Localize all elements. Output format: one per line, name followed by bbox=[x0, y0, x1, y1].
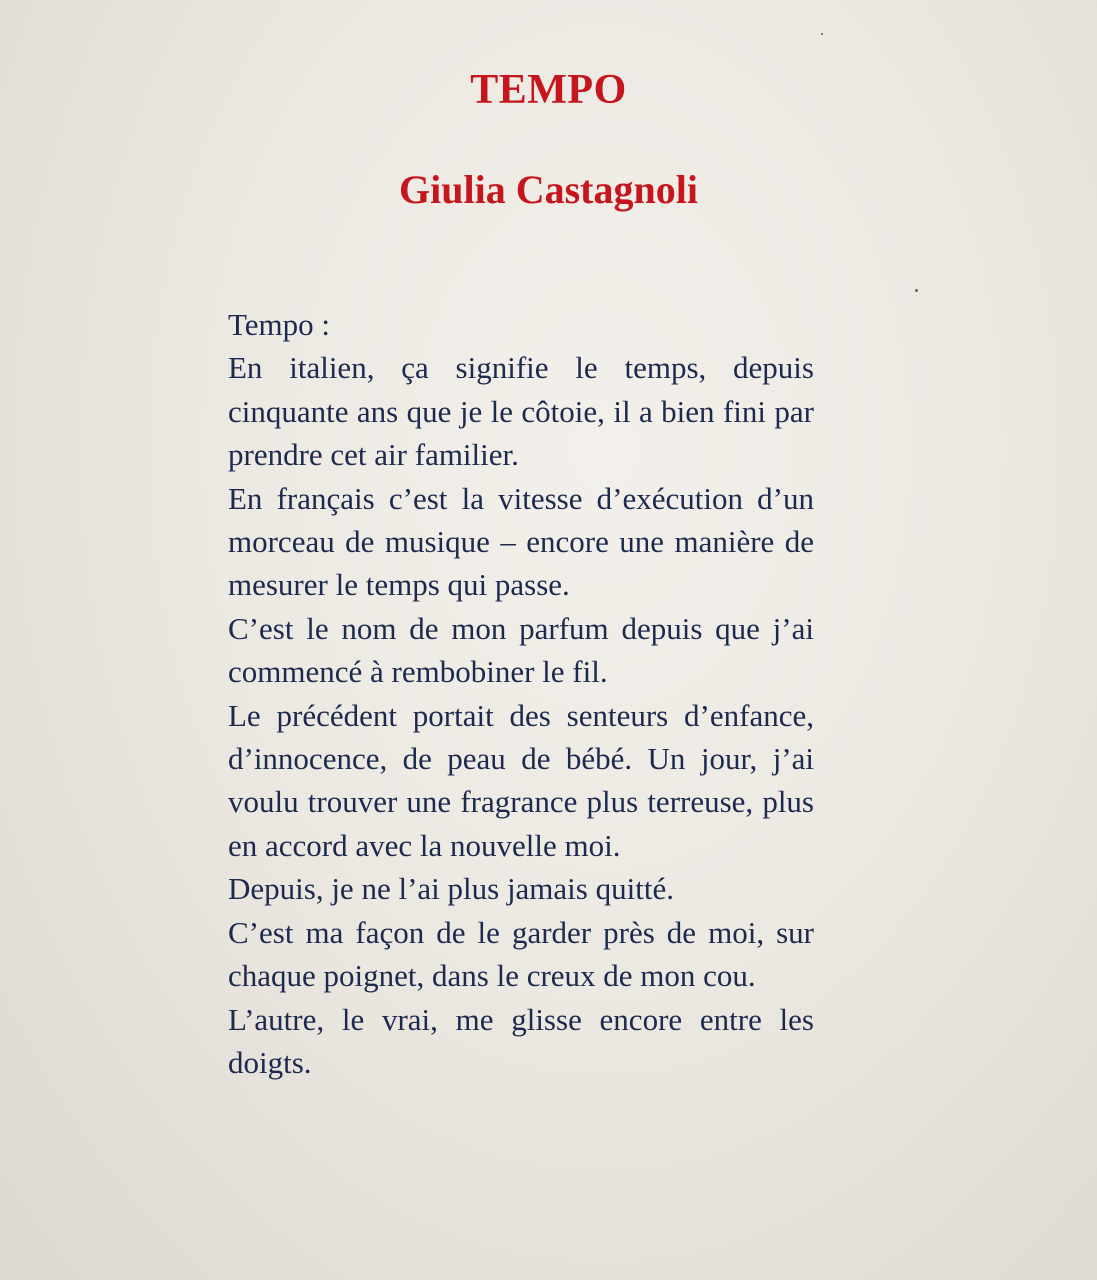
paragraph: En français c’est la vitesse d’exécution d’un morceau de musique – encore une manière de mesurer le temps qui passe. bbox=[228, 480, 814, 603]
body-text bbox=[228, 303, 814, 1084]
paper-speck bbox=[915, 289, 918, 292]
paper-speck bbox=[821, 33, 823, 35]
page-title: TEMPO bbox=[470, 67, 627, 113]
paragraph: Depuis, je ne l’ai plus jamais quitté. bbox=[228, 871, 674, 907]
paragraph: En italien, ça signifie le temps, depuis cinquante ans que je le côtoie, il a bien fini par prendre cet air familier. bbox=[228, 350, 814, 473]
author-name: Giulia Castagnoli bbox=[399, 167, 698, 212]
paragraph: C’est ma façon de le garder près de moi, sur chaque poignet, dans le creux de mon cou. bbox=[228, 914, 814, 994]
paragraph: Tempo : bbox=[228, 307, 331, 342]
paragraph: L’autre, le vrai, me glisse encore entre les doigts. bbox=[228, 1001, 814, 1080]
paragraph: C’est le nom de mon parfum depuis que j’ai commencé à rembobiner le fil. bbox=[228, 610, 814, 690]
paragraph: Le précédent portait des senteurs d’enfance, d’innocence, de peau de bébé. Un jour, j’ai voulu trouver une fragrance plus terreuse, plus en accord avec la nouvelle moi. bbox=[228, 697, 814, 863]
